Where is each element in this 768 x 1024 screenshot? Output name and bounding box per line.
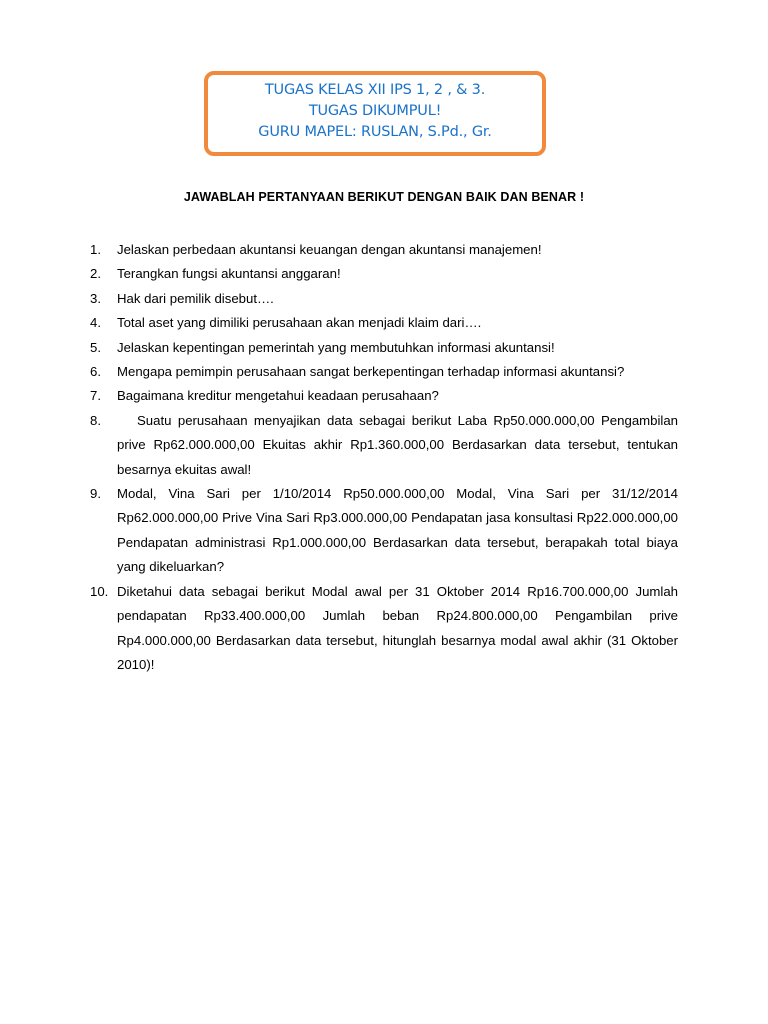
question-text: Total aset yang dimiliki perusahaan akan menjadi klaim dari….: [117, 315, 482, 331]
header-title-submit: TUGAS DIKUMPUL!: [308, 103, 442, 119]
question-number: 1.: [90, 242, 101, 257]
question-item: [90, 336, 678, 360]
question-number: 9.: [90, 486, 101, 502]
question-item: [90, 238, 678, 262]
question-text: Terangkan fungsi akuntansi anggaran!: [117, 266, 341, 282]
question-number: 2.: [90, 266, 101, 282]
question-item: [90, 262, 678, 286]
header-title-class: TUGAS KELAS XII IPS 1, 2 , & 3.: [264, 82, 486, 98]
question-item: [90, 384, 678, 408]
question-item: [90, 580, 678, 678]
question-number: 4.: [90, 315, 101, 331]
question-number: 7.: [90, 388, 101, 404]
question-number: 10.: [90, 583, 109, 599]
question-text: Modal, Vina Sari per 1/10/2014 Rp50.000.000,00 Modal, Vina Sari per 31/12/2014 Rp62.000.000,00 Prive Vina Sari Rp3.000.000,00 Pendapatan jasa konsultasi Rp22.000.000,00 Pendapatan administrasi Rp1.000.000,00 Berdasarkan data tersebut, berapakah total biaya yang dikeluarkan?: [117, 486, 678, 575]
question-number: 3.: [90, 290, 101, 306]
question-text: Jelaskan kepentingan pemerintah yang membutuhkan informasi akuntansi!: [117, 339, 555, 355]
header-box: [204, 71, 546, 156]
question-item: [90, 360, 678, 384]
question-item: [90, 287, 678, 311]
question-number: 5.: [90, 339, 101, 355]
instruction-heading: JAWABLAH PERTANYAAN BERIKUT DENGAN BAIK DAN BENAR !: [183, 190, 585, 204]
question-text: Diketahui data sebagai berikut Modal awal per 31 Oktober 2014 Rp16.700.000,00 Jumlah pendapatan Rp33.400.000,00 Jumlah beban Rp24.800.000,00 Pengambilan prive Rp4.000.000,00 Berdasarkan data tersebut, hitunglah besarnya modal awal akhir (31 Oktober 2010)!: [117, 583, 678, 672]
question-text: Bagaimana kreditur mengetahui keadaan perusahaan?: [117, 388, 439, 404]
question-text: Hak dari pemilik disebut….: [117, 290, 274, 306]
question-item: [90, 482, 678, 580]
question-item: [90, 409, 678, 482]
question-text: Mengapa pemimpin perusahaan sangat berkepentingan terhadap informasi akuntansi?: [117, 364, 625, 380]
header-title-teacher: GURU MAPEL: RUSLAN, S.Pd., Gr.: [258, 124, 492, 140]
question-number: 8.: [90, 412, 101, 428]
question-text: Suatu perusahaan menyajikan data sebagai berikut Laba Rp50.000.000,00 Pengambilan prive Rp62.000.000,00 Ekuitas akhir Rp1.360.000,00 Berdasarkan data tersebut, tentukan besarnya ekuitas awal!: [117, 412, 678, 477]
question-text: Jelaskan perbedaan akuntansi keuangan dengan akuntansi manajemen!: [117, 242, 542, 257]
question-list: [90, 238, 678, 677]
question-number: 6.: [90, 364, 101, 380]
question-item: [90, 311, 678, 335]
